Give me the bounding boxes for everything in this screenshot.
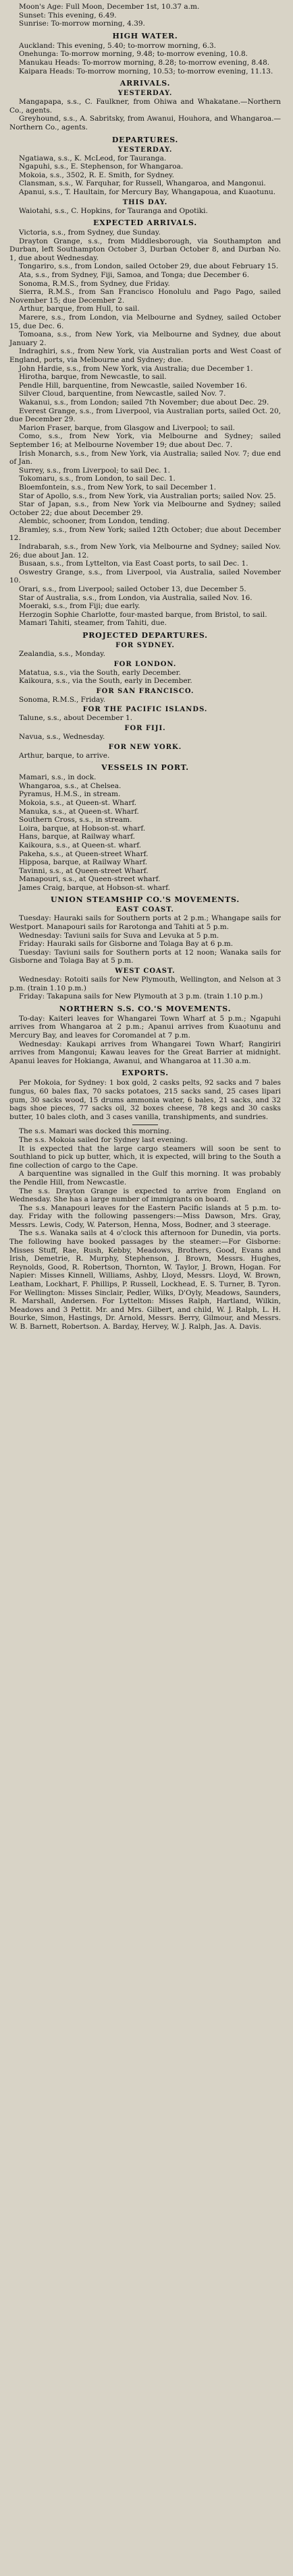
shipping-entry: Surrey, s.s., from Liverpool; to sail Dec. 1. xyxy=(19,466,170,475)
vessel-entry: James Craig, barque, at Hobson-st. wharf. xyxy=(19,883,171,892)
section-heading: EXPECTED ARRIVALS. xyxy=(93,218,197,228)
shipping-entry: Clansman, s.s., W. Farquhar, for Russell, Whangaroa, and Mangonui. xyxy=(19,179,266,188)
news-paragraph: It is expected that the large cargo steamers will soon be sent to Southland to pick up butter, which, it is expected, will bring to the South a fine collection of cargo to the Cape. xyxy=(9,1144,281,1170)
movement-entry: Tuesday: Hauraki sails for Southern ports at 2 p.m.; Whangape sails for Westport. Manapouri sails for Rarotonga and Tahiti at 5 p.m. xyxy=(9,914,281,932)
shipping-entry: Tongariro, s.s., from London, sailed October 29, due about February 15. xyxy=(19,262,279,271)
section-subheading: FOR SYDNEY. xyxy=(115,642,175,649)
section-subheading: FOR NEW YORK. xyxy=(108,743,182,751)
vessel-entry: Manapouri, s.s., at Queen-street wharf. xyxy=(19,875,161,884)
expected-arrivals-section xyxy=(9,218,281,628)
vessel-entry: Pakeha, s.s., at Queen-street Wharf. xyxy=(19,849,149,858)
section-heading: PROJECTED DEPARTURES. xyxy=(82,631,208,640)
shipping-entry: Navua, s.s., Wednesday. xyxy=(19,732,105,741)
news-paragraph: The s.s. Drayton Grange is expected to arrive from England on Wednesday. She has a large number of immigrants on board. xyxy=(9,1187,281,1204)
almanac-line: Moon's Age: Full Moon, December 1st, 10.37 a.m. xyxy=(19,3,200,11)
west-coast-list xyxy=(9,976,281,1001)
vessel-entry: Tavinni, s.s., at Queen-street Wharf. xyxy=(19,866,149,875)
shipping-entry: Irish Monarch, s.s., from New York, via Australia; sailed Nov. 7; due end of Jan. xyxy=(9,449,281,467)
vessels-list xyxy=(9,773,281,892)
section-subheading: WEST COAST. xyxy=(115,967,176,976)
shipping-entry: Oswestry Grange, s.s., from Liverpool, via Australia, sailed November 10. xyxy=(9,568,281,585)
projected-departures-groups xyxy=(9,642,281,760)
tide-line: Auckland: This evening, 5.40; to-morrow morning, 6.3. xyxy=(19,41,216,50)
movement-entry: Wednesday: Kaukapi arrives from Whangarei Town Wharf; Rangiriri arrives from Mangonui; Kawau leaves for the Great Barrier at midnight. Apanui leaves for Hokianga, Awanui, and Whangaroa at 11.30 a.m. xyxy=(9,1040,281,1065)
shipping-entry: Everest Grange, s.s., from Liverpool, via Australian ports, sailed Oct. 20, due December 29. xyxy=(9,407,281,424)
shipping-entry: Greyhound, s.s., A. Sabritsky, from Awanui, Houhora, and Whangaroa.—Northern Co., agents. xyxy=(9,115,281,131)
shipping-entry: Zealandia, s.s., Monday. xyxy=(19,650,105,658)
shipping-entry: Matatua, s.s., via the South, early December. xyxy=(19,668,181,677)
section-subheading: THIS DAY. xyxy=(122,198,168,206)
section-heading: ARRIVALS. xyxy=(119,79,171,88)
section-heading: HIGH WATER. xyxy=(112,31,178,40)
shipping-entry: Star of Australia, s.s., from London, via Australia, sailed Nov. 16. xyxy=(19,593,252,602)
tide-line: Manukau Heads: To-morrow morning, 8.28; to-morrow evening, 8.48. xyxy=(19,58,270,67)
departures-section xyxy=(9,136,281,216)
shipping-entry: Moeraki, s.s., from Fiji; due early. xyxy=(19,602,140,611)
shipping-entry: Sonoma, R.M.S., from Sydney, due Friday. xyxy=(19,279,170,288)
shipping-entry: Indraghiri, s.s., from New York, via Australian ports and West Coast of England, ports, via Melbourne and Sydney; due. xyxy=(9,347,281,364)
news-paragraph: The s.s. Manapouri leaves for the Eastern Pacific islands at 5 p.m. to-day. Friday with the following passengers:—Miss Dawson, Mrs. Gray, Messrs. Lewis, Cody, W. Paterson, Henna, Moss, Bodner, and 3 steerage. xyxy=(9,1203,281,1229)
union-movements-section xyxy=(9,895,281,1000)
shipping-entry: Hirotha, barque, from Newcastle, to sail. xyxy=(19,373,167,382)
shipping-entry: Pendle Hill, barquentine, from Newcastle, sailed November 16. xyxy=(19,381,247,390)
arrivals-section xyxy=(9,79,281,131)
shipping-entry: Ngatiawa, s.s., K. McLeod, for Tauranga. xyxy=(19,154,167,162)
shipping-entry: Arthur, barque, from Hull, to sail. xyxy=(19,305,140,313)
section-heading: DEPARTURES. xyxy=(111,135,179,144)
vessel-entry: Southern Cross, s.s., in stream. xyxy=(19,816,132,825)
section-heading: VESSELS IN PORT. xyxy=(101,763,189,773)
shipping-entry: Indrabarah, s.s., from New York, via Melbourne and Sydney; sailed Nov. 26; due about Jan. 12. xyxy=(9,543,281,560)
section-subheading: YESTERDAY. xyxy=(117,90,173,98)
almanac-line: Sunset: This evening, 6.49. xyxy=(19,11,117,20)
vessel-entry: Hipposa, barque, at Railway Wharf. xyxy=(19,858,148,867)
tide-line: Onehunga: To-morrow morning, 9.48; to-morrow evening, 10.8. xyxy=(19,50,248,59)
news-paragraph: A barquentine was signalled in the Gulf this morning. It was probably the Pendle Hill, from Newcastle. xyxy=(9,1170,281,1187)
shipping-entry: Sierra, R.M.S., from San Francisco Honolulu and Pago Pago, sailed November 15; due December 2. xyxy=(9,288,281,305)
shipping-entry: John Hardie, s.s., from New York, via Australia; due December 1. xyxy=(19,364,253,373)
section-subheading: FOR LONDON. xyxy=(113,660,177,668)
shipping-entry: Busaan, s.s., from Lyttelton, via East Coast ports, to sail Dec. 1. xyxy=(19,560,248,568)
shipping-entry: Marion Fraser, barque, from Glasgow and Liverpool; to sail. xyxy=(19,423,235,432)
shipping-entry: Bramley, s.s., from New York; sailed 12th October; due about December 12. xyxy=(9,525,281,543)
section-subheading: FOR THE PACIFIC ISLANDS. xyxy=(82,706,208,714)
vessel-entry: Manuka, s.s., at Queen-st. Wharf. xyxy=(19,807,139,816)
movement-entry: Friday: Takapuna sails for New Plymouth at 3 p.m. (train 1.10 p.m.) xyxy=(19,992,263,1001)
high-water-section xyxy=(9,32,281,76)
shipping-entry: Arthur, barque, to arrive. xyxy=(19,751,110,760)
section-subheading: FOR FIJI. xyxy=(124,724,166,732)
shipping-entry: Tokomaru, s.s., from London, to sail Dec. 1. xyxy=(19,475,176,483)
shipping-entry: Alembic, schooner, from London, tending. xyxy=(19,517,170,526)
shipping-entry: Apanui, s.s., T. Haultain, for Mercury Bay, Whangapoua, and Kuaotunu. xyxy=(19,187,276,196)
exports-list xyxy=(9,1079,281,1121)
shipping-entry: Silver Cloud, barquentine, from Newcastle, sailed Nov. 7. xyxy=(19,390,226,398)
shipping-entry: Mangapapa, s.s., C. Faulkner, from Ohiwa and Whakatane.—Northern Co., agents. xyxy=(9,98,281,115)
shipping-entry: Marere, s.s., from London, via Melbourne and Sydney, sailed October 15, due Dec. 6. xyxy=(9,313,281,330)
shipping-entry: Waiotahi, s.s., C. Hopkins, for Tauranga and Opotiki. xyxy=(19,206,208,215)
news-paragraph: The s.s. Wanaka sails at 4 o'clock this afternoon for Dunedin, via ports. The following have booked passages by the steamer:—For Gisborne: Misses Stuff, Rae, Rush, Kebby, Meadows, Brothers, Good, Evans and Irish, Demetrie, R. Murphy, Stephenson, J. Brown, Messrs. Hughes, Reynolds, Good, R. Robertson, Thornton, W. Taylor, J. Brown, Hogan. For Napier: Misses Kinnell, Williams, Ashby, Lloyd, Messrs. Lloyd, W. Brown, Leatham, Lockhart, F. Phillips, P. Russell, Lockhead, E. S. Turner, B. Tyron. For Wellington: Misses Sinclair, Pedler, Wilks, D'Oyly, Meadows, Saunders, R. Marshall, Andersen. For Lyttelton: Misses Ralph, Hartland, Wilkin, Meadows and 3 Pettit. Mr. and Mrs. Gilbert, and child, W. J. Ralph, L. H. Bourke, Simon, Hastings, Dr. Arnold, Messrs. Berry, Gilmour, and Messrs. W. B. Barnett, Robertson. A. Barday, Hervey, W. J. Ralph, Jas. A. Davis. xyxy=(9,1229,281,1331)
shipping-entry: Talune, s.s., about December 1. xyxy=(19,714,132,723)
vessel-entry: Kaikoura, s.s., at Queen-st. wharf. xyxy=(19,841,142,849)
shipping-news-section xyxy=(9,1127,281,1331)
movement-entry: Tuesday: Taviuni sails for Southern ports at 12 noon; Wanaka sails for Gisborne and Tolaga Bay at 5 p.m. xyxy=(9,948,281,965)
almanac-section xyxy=(9,3,281,28)
news-paragraph: The s.s. Mokoia sailed for Sydney last evening. xyxy=(19,1135,188,1144)
shipping-entry: Mokoia, s.s., 3502, R. E. Smith, for Sydney. xyxy=(19,171,174,179)
news-list xyxy=(9,1127,281,1331)
news-paragraph: The s.s. Mamari was docked this morning. xyxy=(19,1127,171,1136)
section-heading: NORTHERN S.S. CO.'S MOVEMENTS. xyxy=(59,1004,232,1013)
shipping-entry: Kaikoura, s.s., via the South, early in December. xyxy=(19,677,192,686)
shipping-entry: Tomoana, s.s., from New York, via Melbourne and Sydney, due about January 2. xyxy=(9,330,281,347)
projected-departures-section xyxy=(9,631,281,760)
shipping-entry: Ata, s.s., from Sydney, Fiji, Samoa, and Tonga; due December 6. xyxy=(19,271,250,280)
vessel-entry: Hans, barque, at Railway wharf. xyxy=(19,833,135,841)
shipping-entry: Orari, s.s., from Liverpool; sailed October 13, due December 5. xyxy=(19,585,246,594)
vessels-in-port-section xyxy=(9,763,281,892)
almanac-line: Sunrise: To-morrow morning, 4.39. xyxy=(19,20,145,28)
shipping-entry: Wakanui, s.s., from London; sailed 7th November; due about Dec. 29. xyxy=(19,398,269,407)
section-subheading: EAST COAST. xyxy=(116,906,174,914)
exports-section xyxy=(9,1069,281,1125)
shipping-entry: Victoria, s.s., from Sydney, due Sunday. xyxy=(19,229,161,237)
shipping-entry: Ngapuhi, s.s., E. Stephenson, for Whangaroa. xyxy=(19,162,184,171)
vessel-entry: Mokoia, s.s., at Queen-st. Wharf. xyxy=(19,798,137,807)
northern-movements-section xyxy=(9,1005,281,1066)
movement-entry: To-day: Kaiteri leaves for Whangarei Town Wharf at 5 p.m.; Ngapuhi arrives from Whangaroa at 2 p.m.; Apanui arrives from Kuaotunu and Mercury Bay, and leaves for Coromandel at 7 p.m. xyxy=(9,1014,281,1040)
movement-entry: Wednesday: Taviuni sails for Suva and Levuka at 5 p.m. xyxy=(19,931,219,940)
export-entry: Per Mokoia, for Sydney: 1 box gold, 2 casks pelts, 92 sacks and 7 bales fungus, 60 bales flax, 70 sacks potatoes, 215 sacks sand, 25 cases lipari gum, 30 sacks wood, 15 drums ammonia water, 6 bales, 21 sacks, and 32 bags shoe pieces, 77 sacks oil, 32 boxes cheese, 78 kegs and 30 casks butter, 10 bales cloth, and 3 cases vanilla, transhipments, and sundries. xyxy=(9,1079,281,1121)
expected-arrivals-list xyxy=(9,229,281,628)
section-heading: UNION STEAMSHIP CO.'S MOVEMENTS. xyxy=(51,895,240,905)
vessel-entry: Loira, barque, at Hobson-st. wharf. xyxy=(19,824,146,833)
shipping-entry: Como, s.s., from New York, via Melbourne and Sydney; sailed September 16; at Melbourne November 19; due about Dec. 7. xyxy=(9,432,281,449)
shipping-entry: Star of Japan, s.s., from New York via Melbourne and Sydney; sailed October 22; due about December 29. xyxy=(9,500,281,517)
section-subheading: FOR SAN FRANCISCO. xyxy=(96,687,194,695)
shipping-entry: Sonoma, R.M.S., Friday. xyxy=(19,695,106,704)
movement-entry: Wednesday: Rotoiti sails for New Plymouth, Wellington, and Nelson at 3 p.m. (train 1.10 p.m.) xyxy=(9,976,281,992)
movement-entry: Friday: Hauraki sails for Gisborne and Tolaga Bay at 6 p.m. xyxy=(19,940,234,949)
shipping-entry: Herzogin Sophie Charlotte, four-masted barque, from Bristol, to sail. xyxy=(19,610,267,619)
tide-line: Kaipara Heads: To-morrow morning, 10.53; to-morrow evening, 11.13. xyxy=(19,67,273,76)
shipping-entry: Mamari Tahiti, steamer, from Tahiti, due. xyxy=(19,619,167,628)
section-subheading: YESTERDAY. xyxy=(117,146,173,154)
vessel-entry: Whangaroa, s.s., at Chelsea. xyxy=(19,781,122,790)
vessel-entry: Pyramus, H.M.S., in stream. xyxy=(19,790,121,799)
vessel-entry: Mamari, s.s., in dock. xyxy=(19,773,97,782)
section-heading: EXPORTS. xyxy=(122,1069,169,1078)
shipping-entry: Star of Apollo, s.s., from New York, via Australian ports; sailed Nov. 25. xyxy=(19,491,276,500)
northern-movements-list xyxy=(9,1015,281,1066)
union-movements-list xyxy=(9,914,281,965)
shipping-entry: Drayton Grange, s.s., from Middlesborough, via Southampton and Durban, left Southampton October 3, Durban October 8, and Durban No. 1, due about Wednesday. xyxy=(9,237,281,262)
shipping-entry: Bloemfontein, s.s., from New York, to sail December 1. xyxy=(19,483,217,491)
